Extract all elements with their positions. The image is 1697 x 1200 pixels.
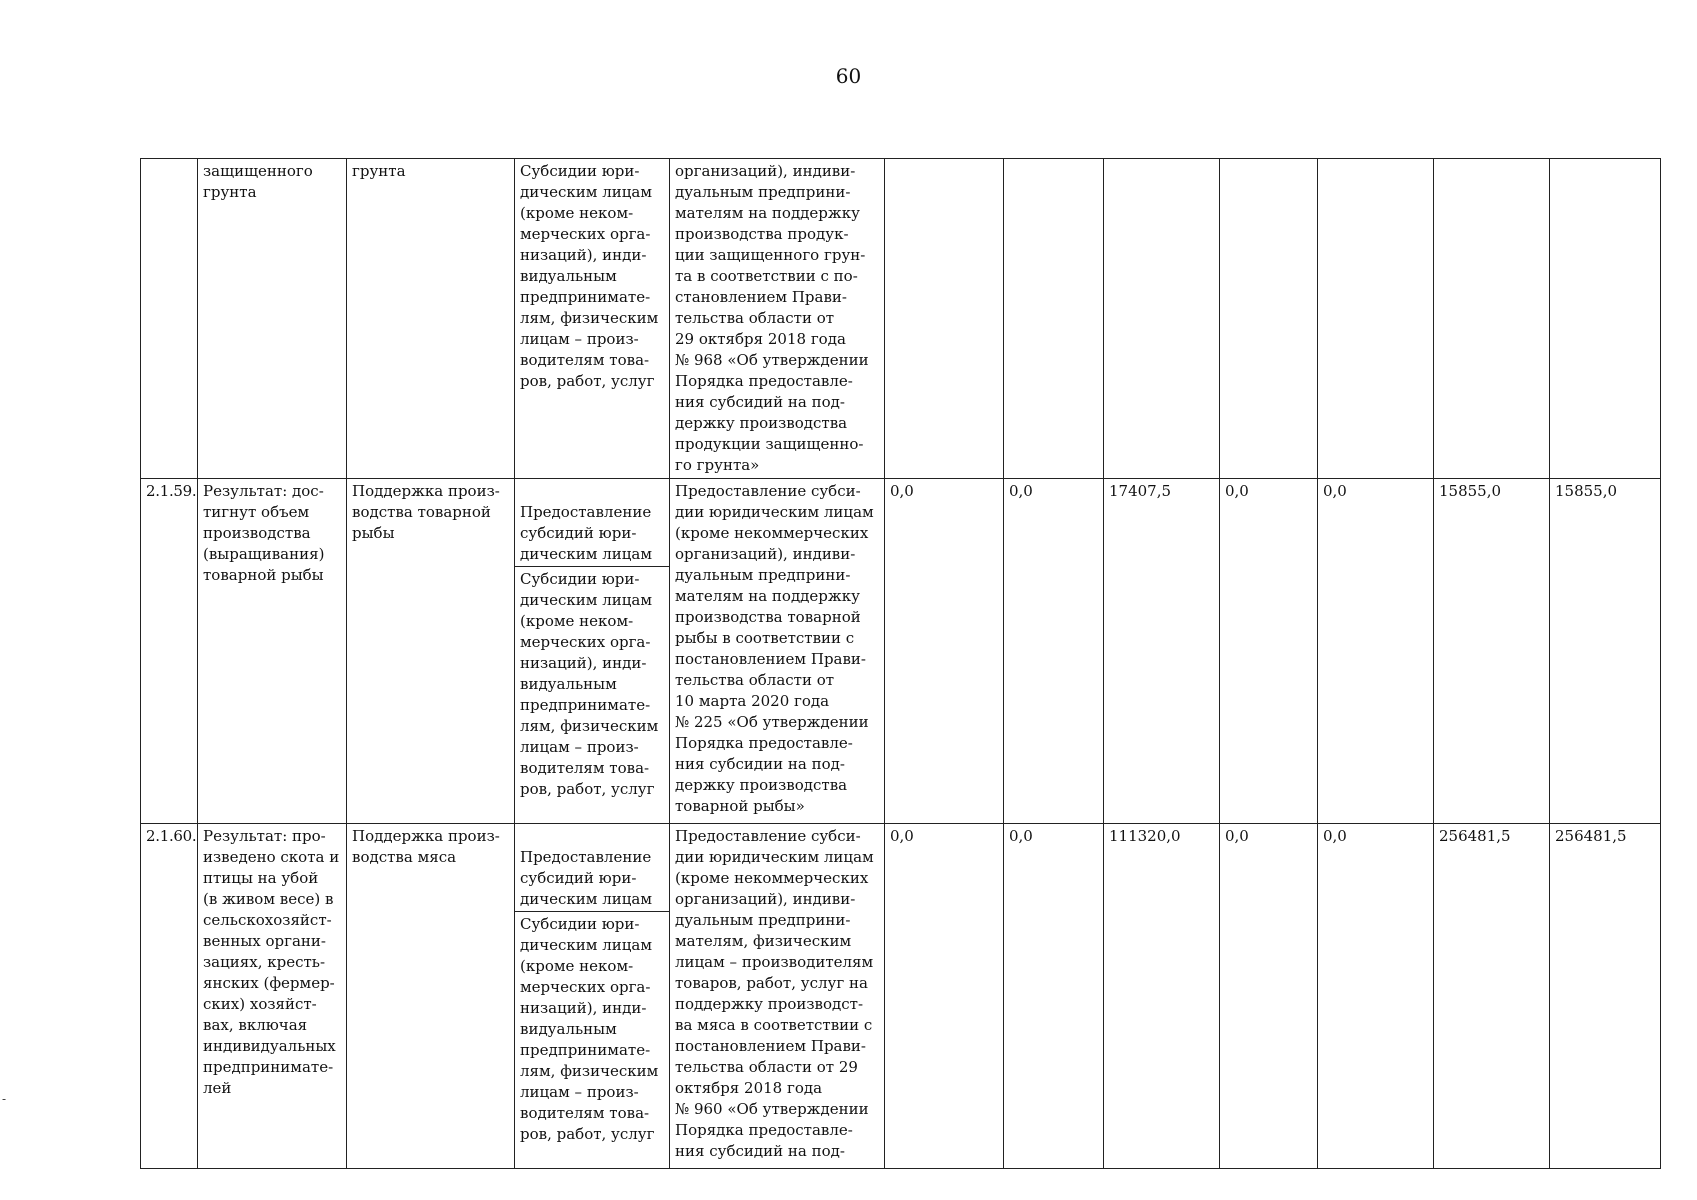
row-number: [141, 159, 198, 479]
value-cell: 0,0: [1004, 479, 1104, 824]
value-cell: [885, 159, 1004, 479]
value-cell: 0,0: [885, 824, 1004, 1169]
row-number: 2.1.59.: [141, 479, 198, 824]
value-cell: 17407,5: [1104, 479, 1220, 824]
mechanism-heading: Предоставление субсидий юри- дическим лицам: [515, 847, 669, 912]
result-cell: защищенного грунта: [198, 159, 347, 479]
value-cell: [1004, 159, 1104, 479]
value-cell: 111320,0: [1104, 824, 1220, 1169]
mechanism-text: Субсидии юри- дическим лицам (кроме неком- мерческих орга- низаций), инди- видуальным предпринимате- лям, физическим лицам – произ- водителям това- ров, работ, услуг: [520, 570, 659, 798]
value-cell: [1104, 159, 1220, 479]
value-cell: [1220, 159, 1318, 479]
margin-mark: -: [2, 1092, 7, 1106]
mechanism-cell: [515, 824, 670, 1169]
value-cell: 0,0: [1004, 824, 1104, 1169]
mechanism-text: Субсидии юри- дическим лицам (кроме неком- мерческих орга- низаций), инди- видуальным предпринимате- лям, физическим лицам – произ- водителям това- ров, работ, услуг: [520, 915, 659, 1143]
table-row: [141, 159, 1661, 479]
activity-cell: грунта: [347, 159, 515, 479]
value-cell: 256481,5: [1434, 824, 1550, 1169]
result-cell: Результат: дос- тигнут объем производства (выращивания) товарной рыбы: [198, 479, 347, 824]
value-cell: 0,0: [1318, 479, 1434, 824]
result-cell: Результат: про- изведено скота и птицы на убой (в живом весе) в сельскохозяйст- венных органи- зациях, кресть- янских (фермер- ских) хозяйст- вах, включая индивидуальных предпринимате- лей: [198, 824, 347, 1169]
value-cell: 0,0: [1318, 824, 1434, 1169]
basis-cell: Предоставление субси- дии юридическим лицам (кроме некоммерческих организаций), индиви- дуальным предприни- мателям, физическим лицам – производителям товаров, работ, услуг на поддержку производст- ва мяса в соответствии с постановлением Прави- тельства области от 29 октября 2018 года № 960 «Об утверждении Порядка предоставле- ния субсидий на под-: [670, 824, 885, 1169]
mechanism-heading: Предоставление субсидий юри- дическим лицам: [515, 502, 669, 567]
table-row: [141, 824, 1661, 1169]
table-row: [141, 479, 1661, 824]
activity-cell: Поддержка произ- водства товарной рыбы: [347, 479, 515, 824]
value-cell: 15855,0: [1550, 479, 1661, 824]
page-number: 60: [835, 64, 862, 88]
value-cell: [1434, 159, 1550, 479]
value-cell: [1550, 159, 1661, 479]
value-cell: 0,0: [1220, 479, 1318, 824]
basis-cell: Предоставление субси- дии юридическим лицам (кроме некоммерческих организаций), индиви- дуальным предприни- мателям на поддержку производства товарной рыбы в соответствии с постановлением Прави- тельства области от 10 марта 2020 года № 225 «Об утверждении Порядка предоставле- ния субсидии на под- держку производства товарной рыбы»: [670, 479, 885, 824]
value-cell: 0,0: [885, 479, 1004, 824]
basis-cell: организаций), индиви- дуальным предприни- мателям на поддержку производства продук- ции защищенного грун- та в соответствии с по- становлением Прави- тельства области от 29 октября 2018 года № 968 «Об утверждении Порядка предоставле- ния субсидий на под- держку производства продукции защищенно- го грунта»: [670, 159, 885, 479]
mechanism-cell: [515, 479, 670, 824]
value-cell: [1318, 159, 1434, 479]
row-number: 2.1.60.: [141, 824, 198, 1169]
activity-cell: Поддержка произ- водства мяса: [347, 824, 515, 1169]
value-cell: 15855,0: [1434, 479, 1550, 824]
program-table: [140, 158, 1661, 1169]
mechanism-cell: Субсидии юри- дическим лицам (кроме неком- мерческих орга- низаций), инди- видуальным предпринимате- лям, физическим лицам – произ- водителям това- ров, работ, услуг: [515, 159, 670, 479]
value-cell: 256481,5: [1550, 824, 1661, 1169]
value-cell: 0,0: [1220, 824, 1318, 1169]
